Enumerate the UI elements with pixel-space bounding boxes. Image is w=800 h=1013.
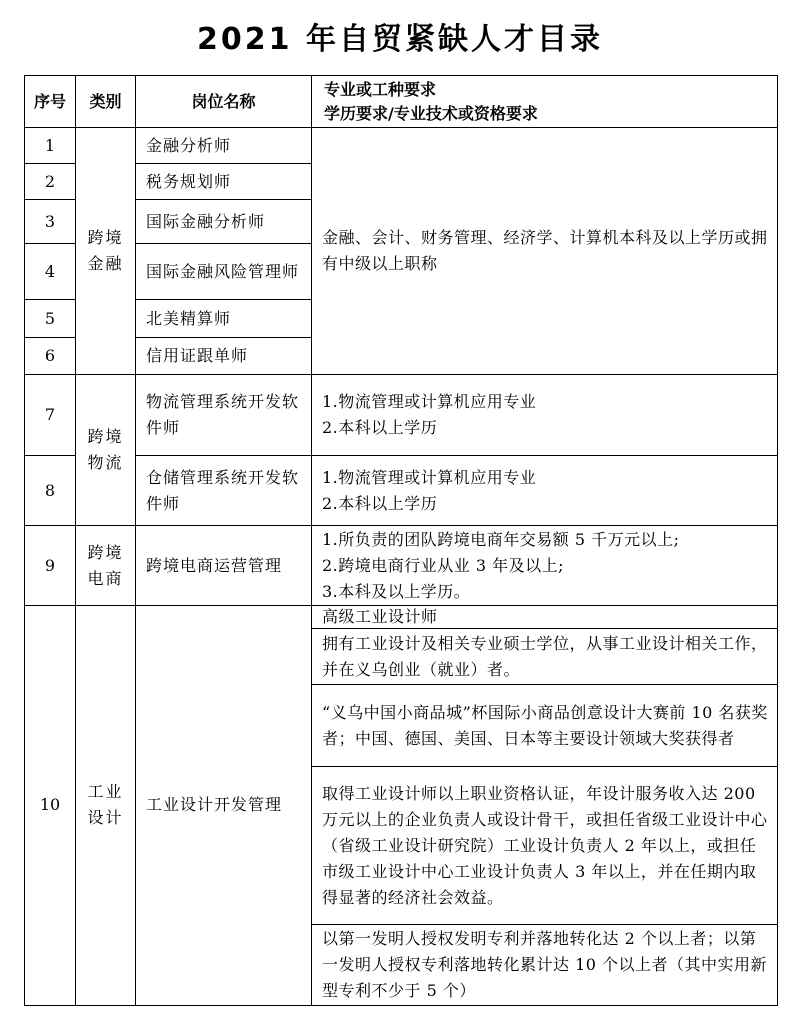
position-name: 物流管理系统开发软件师	[136, 375, 312, 456]
category-design: 工业设计	[76, 606, 136, 1006]
category-finance: 跨境金融	[76, 128, 136, 375]
row-no: 2	[25, 164, 76, 200]
header-requirements	[312, 76, 778, 128]
position-name: 北美精算师	[136, 300, 312, 338]
design-criterion-4: 以第一发明人授权发明专利并落地转化达 2 个以上者；以第一发明人授权专利落地转化累计达 10 个以上者（其中实用新型专利不少于 5 个）	[312, 925, 777, 1005]
position-name: 仓储管理系统开发软件师	[136, 456, 312, 526]
position-name: 工业设计开发管理	[136, 606, 312, 1006]
table-row	[25, 526, 778, 606]
header-no: 序号	[25, 76, 76, 128]
table-row	[25, 375, 778, 456]
position-name: 跨境电商运营管理	[136, 526, 312, 606]
req-line: 1.所负责的团队跨境电商年交易额 5 千万元以上;	[322, 529, 680, 549]
design-level-title: 高级工业设计师	[322, 607, 438, 626]
row-no: 5	[25, 300, 76, 338]
header-category: 类别	[76, 76, 136, 128]
position-name: 金融分析师	[136, 128, 312, 164]
req-line: 1.物流管理或计算机应用专业	[322, 392, 537, 411]
row-no: 8	[25, 456, 76, 526]
page-title: 2021 年自贸紧缺人才目录	[197, 22, 603, 57]
header-row	[25, 76, 778, 128]
req-line: 2.本科以上学历	[322, 493, 438, 513]
header-req-line2: 学历要求/专业技术或资格要求	[324, 103, 538, 123]
requirement-finance: 金融、会计、财务管理、经济学、计算机本科及以上学历或拥有中级以上职称	[312, 128, 778, 375]
design-criterion-2: “义乌中国小商品城”杯国际小商品创意设计大赛前 10 名获奖者；中国、德国、美国、日本等主要设计领域大奖获得者	[312, 685, 777, 767]
design-subtable	[312, 606, 777, 1005]
design-criterion-3: 取得工业设计师以上职业资格认证，年设计服务收入达 200 万元以上的企业负责人或设计骨干，或担任省级工业设计中心（省级工业设计研究院）工业设计负责人 2 年以上，或担任市级工业设计中心工业设计负责人 3 年以上，并在任期内取得显著的经济社会效益。	[312, 767, 777, 925]
position-name: 税务规划师	[136, 164, 312, 200]
position-name: 国际金融分析师	[136, 200, 312, 244]
header-position: 岗位名称	[136, 76, 312, 128]
table-row	[25, 606, 778, 1006]
req-line: 2.本科以上学历	[322, 418, 438, 437]
row-no: 3	[25, 200, 76, 244]
requirement-row7	[312, 375, 778, 456]
row-no: 4	[25, 244, 76, 300]
requirement-row9	[312, 526, 778, 606]
category-logistics: 跨境物流	[76, 375, 136, 526]
category-ecommerce: 跨境电商	[76, 526, 136, 606]
row-no: 10	[25, 606, 76, 1006]
position-name: 国际金融风险管理师	[136, 244, 312, 300]
table-row	[25, 456, 778, 526]
req-line: 2.跨境电商行业从业 3 年及以上;	[322, 555, 565, 575]
row-no: 1	[25, 128, 76, 164]
table-row	[25, 128, 778, 164]
row-no: 7	[25, 375, 76, 456]
header-req-line1: 专业或工种要求	[324, 79, 437, 99]
requirement-row10	[312, 606, 778, 1006]
req-line: 1.物流管理或计算机应用专业	[322, 467, 537, 487]
req-line: 3.本科及以上学历。	[322, 581, 471, 601]
requirement-row8	[312, 456, 778, 526]
design-criterion-1: 拥有工业设计及相关专业硕士学位，从事工业设计相关工作，并在义乌创业（就业）者。	[312, 629, 777, 685]
talent-table	[24, 75, 778, 1006]
row-no: 6	[25, 338, 76, 375]
row-no: 9	[25, 526, 76, 606]
position-name: 信用证跟单师	[136, 338, 312, 375]
